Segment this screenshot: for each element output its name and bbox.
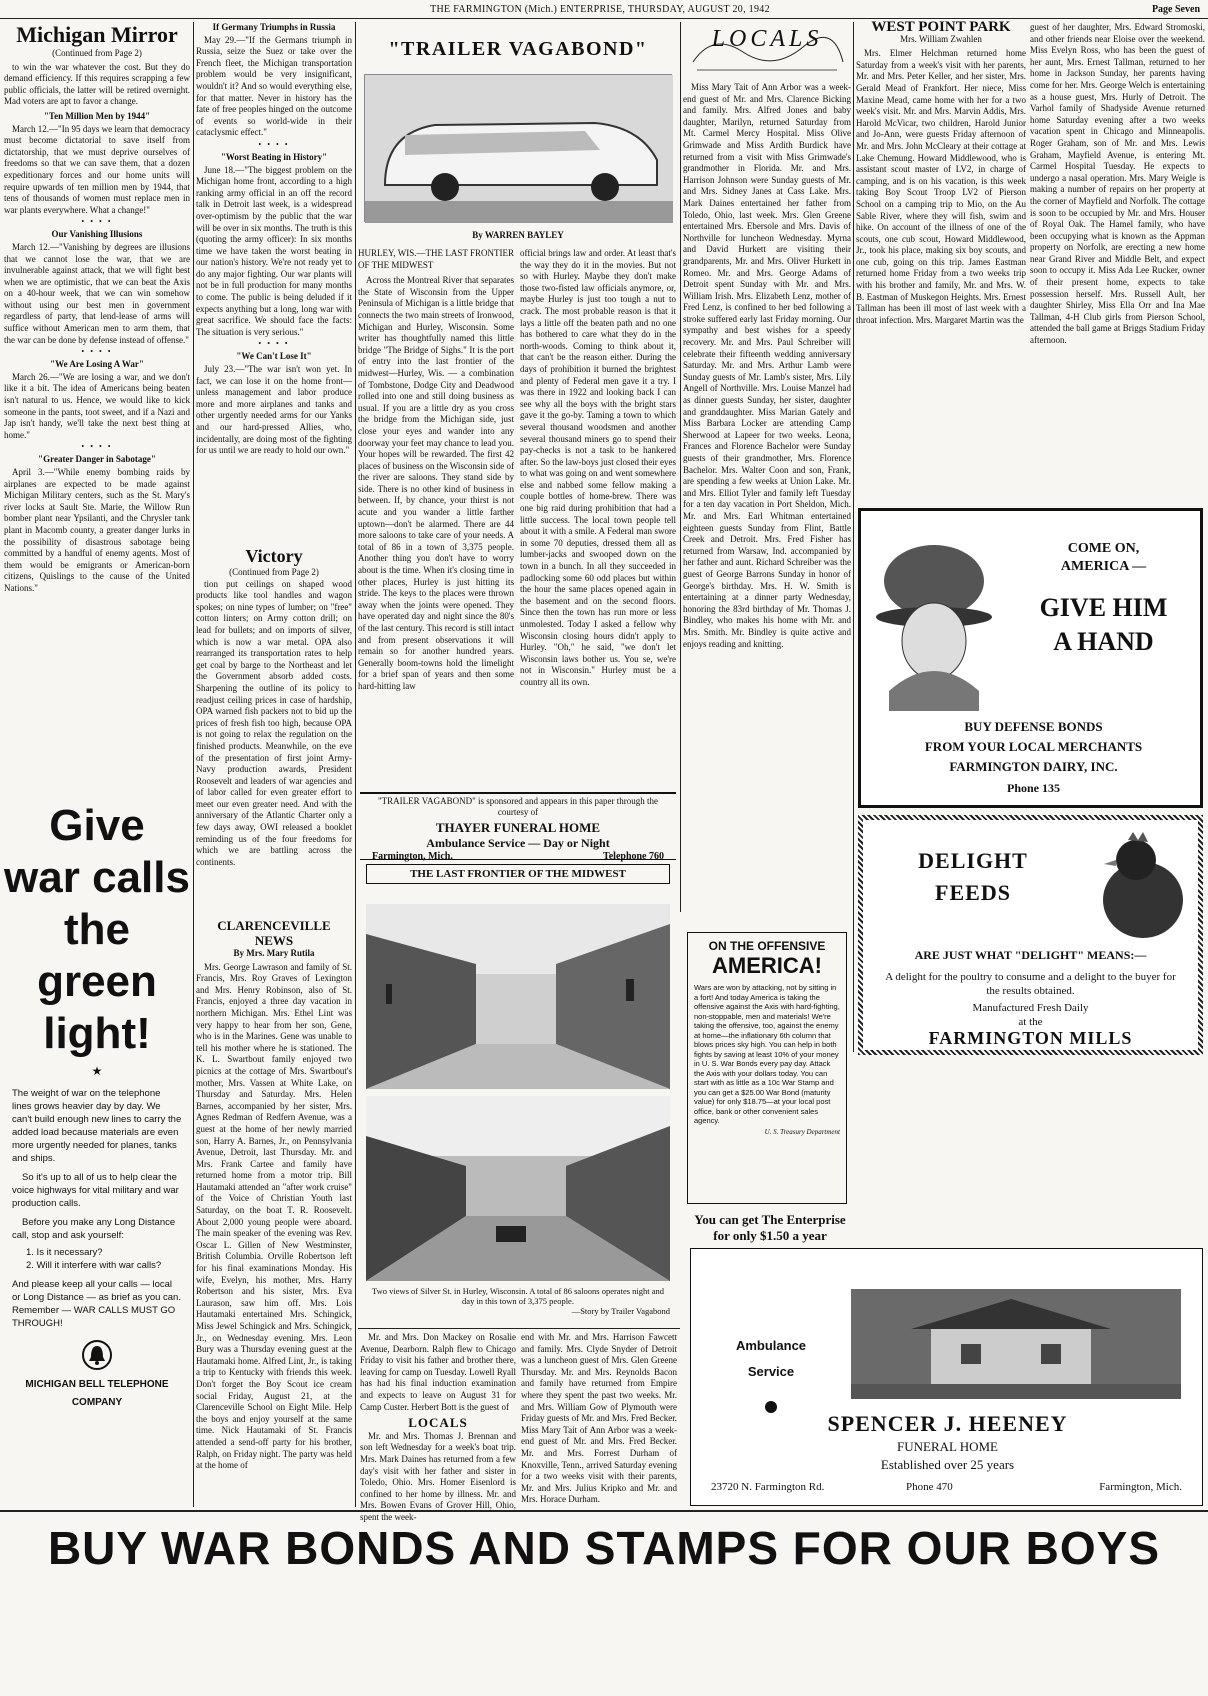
bell-company [4, 1376, 190, 1412]
bell-headline-line: the [64, 905, 130, 954]
bell-headline [4, 800, 190, 1060]
locals-column [683, 22, 851, 927]
dairy-line: AMERICA — [1060, 559, 1147, 574]
paragraph: Miss Mary Tait of Ann Arbor was a week-end guest of Mr. and Mrs. Clarence Bicking and family. Mrs. Alfred Jones and baby daughter, Marilyn, returned Saturday from Mt. Carmel Mercy Hospital. Miss Olive Grimwade and Miss Ardith Burdick have returned from a visit with Miss Grimwade's grandmother in Florida. Mr. and Mrs. Harrison Johnson were Sunday guests of Mr. and Mrs. Sidney Janes at Cass Lake. Mrs. Mark Daines entertained her father from Toledo, Ohio, last week. Mrs. Glen Greene entertained Mrs. Ebersole and Mrs. Davis of Northville for luncheon Wednesday. Myrna and David Hurkett are visiting their grandparents, Mr. and Mrs. Oliver Hurkett in Romeo. Mr. and Mrs. George Adams of Detroit spent Sunday with Mr. and Mrs. William Irish. Mrs. Elizabeth Lenz, mother of Fred Lenz, is confined to her bed following a stroke suffered early last Friday morning. Our sympathy and best wishes for a speedy recovery. Mr. and Mrs. Paul Schreiber will celebrate their fifteenth wedding anniversary Saturday. Mr. and Mrs. Arthur Lamb were Sunday guests of Mr. Lamb's sister, Mrs. Lily Angell of Northville. Mrs. Louise Manzel had as dinner guests Sunday, her sister, daughter and granddaughter. Miss Marian Gately and Miss Barbara Locker are attending Camp Sherwood at Lapeer for two weeks. Leona, Frances and Florence Bachelor were Sunday guests of their grandmother, Mrs. Florence Bachelor. Mrs. Walter Coon and son, Frank, are spending a few weeks at Union Lake. Mr. and Mrs. Elliot Tyler and family left Tuesday for a ten day vacation in Port Sheldon, Mich. Mr. and Mrs. Earl Whitman entertained eighteen guests Sunday from Flint, Battle Creek and Detroit. Mrs. Fred Fisher has returned from Warsaw, Ind. accompanied by her father and aunt. Richard Schreiber was the guest of George Barrons Sunday in honor of George's birthday. Mrs. H. W. Smith is entertaining at a dinner party Wednesday, honoring the 83rd birthday of Mr. Thomas J. Bindley, who makes his home with Mr. and Mrs. Smith. Mr. Bindley is quite active and enjoys reading and knitting. [683, 82, 851, 649]
delight-feeds-ad [858, 815, 1203, 1055]
byline: By WARREN BAYLEY [472, 230, 564, 240]
separator-stars: • • • • [81, 347, 113, 357]
mid-bottom-column-a [360, 1332, 516, 1522]
paragraph: to win the war whatever the cost. But they do demand efficiency. If this requires scrapping a few public officials, the latter will be retired overnight. Mad voters are apt to favor a change. [4, 61, 190, 107]
trailer-text-column-a [358, 248, 514, 788]
paragraph: July 23.—"The war isn't won yet. In fact, we can lose it on the home front—unless management and labor produce more and more airplanes and tanks and other urgently needed arms for our Yanks and our hard-pressed Allies, who, incidentally, are doing most of the fighting for us until we are ready to hold our own." [196, 364, 352, 456]
delight-line: ARE JUST WHAT "DELIGHT" MEANS:— [914, 948, 1147, 962]
continued-note: (Continued from Page 2) [229, 567, 319, 577]
frontier-title: THE LAST FRONTIER OF THE MIDWEST [366, 864, 670, 884]
michigan-mirror-article [4, 22, 190, 802]
paragraph: Mrs. Elmer Helchman returned home Saturday from a week's visit with her parents, Mr. and Mrs. Peter Keller, and her sister, Mrs. Gerald Mead of Frankfort. Her niece, Miss Maxine Mead, came home with her for a two week's visit. Mr. and Mrs. Marvin Addis, Mrs. Harold McVicar, two children, Harold Junior and Jo-Ann, were guests Friday afternoon of Mr. and Mrs. John McCleary at their cottage at Lake Chemung. Howard Middlewood, who is assistant scout master of LV2, in charge of camping, and is on his vacation, is this week taking Boy Scout Troop LV2 of Pierson School on a camping trip to Mio, on the Au Sable River, where they will fish, swim and hike. On account of the illness of one of the scouts, one cub scout, Howard Middlewood, Jr., took his place, making six boy scouts, and one cub, going on this trip. James Eastman returned home Friday from a two weeks trip with his brother and family, Mr. and Mrs. W. B. Eastman of Muskegon Heights. Mrs. Ernest Tallman has been ill most of last week with a throat infection. Mrs. Margaret Martin was the [856, 48, 1026, 325]
bell-body [4, 1087, 190, 1330]
paragraph: end with Mr. and Mrs. Harrison Fawcett and family. Mrs. Clyde Snyder of Detroit was a luncheon guest of Mrs. Glen Greene Thursday. Mr. and Mrs. Reynolds Bacon and family have returned from Empire where they spent the past two weeks. Mr. and Mrs. William Gow of Plymouth were Friday guests of Mr. and Mrs. Fred Becker. Miss Mary Tait of Ann Arbor was a week-end guest of Mr. and Mrs. Fred Becker. Mr. and Mrs. Forrest Durham of Knoxville, Tenn., arrived Saturday evening for a two weeks visit with their parents, Mr. and Mrs. Julius Kripko and Mr. and Mrs. Horace Durham. [521, 1332, 677, 1505]
war-bonds-banner: BUY WAR BONDS AND STAMPS FOR OUR BOYS [47, 1522, 1161, 1574]
photo-caption [366, 1286, 670, 1316]
delight-line: FARMINGTON MILLS [928, 1028, 1133, 1048]
victory-article [196, 545, 352, 915]
subhead: "Greater Danger in Sabotage" [38, 454, 156, 465]
delight-line: Manufactured Fresh Daily [972, 1002, 1089, 1014]
photo-caption-byline: —Story by Trailer Vagabond [571, 1306, 670, 1316]
subscription-note: You can get The Enterprise for only $1.50 a year [694, 1212, 846, 1243]
paragraph: Across the Montreal River that separates the State of Wisconsin from the Upper Peninsula of Michigan is a little bridge that connects the two main streets of Ironwood, Michigan and Hurley, Wisconsin. Some writer has thoughtfully named this little bridge "The Bridge of Sighs." It is the port of entry into the last frontier of the midwest—Hurley, Wis. — a combination of Tombstone, Dodge City and Deadwood rolled into one and still doing business as usual. If you are a little dry as you cross the bridge from the Michigan side, just close your eyes and wander into any doorway your feet may chance to lead you. Your hopes will be rewarded. The first 42 places of business on the Wisconsin side of the river are saloons. They stand side by side. There is no other kind of business in between. If, by chance, your thirst is not acute and you wander a little farther uptown—don't be alarmed. There are 44 more saloons to take care of your needs. A total of 86 in a town of 3,375 people. Another thing you don't have to worry about is the time. When it's closing time in other places, Hurley is just hitting its stride. The keys to the places were thrown away when the joints were opened. They have operated day and night since the 80's of the last century. This record is still intact and from present observations it will remain so for another hundred years. Generally boom-towns hold the limelight for a brief span of years and then some hard-hitting law [358, 275, 514, 691]
michigan-bell-ad [4, 800, 190, 1500]
spencer-name: SPENCER J. HEENEY [827, 1411, 1068, 1436]
mirror-continued [196, 22, 352, 542]
ambulance-label [711, 1333, 831, 1385]
last-frontier-photos [360, 864, 676, 1324]
byline: By Mrs. Mary Rutila [233, 948, 315, 958]
dairy-line: COME ON, [1067, 541, 1140, 556]
bell-headline-line: green [37, 957, 157, 1006]
page-number: Page Seven [1151, 4, 1200, 15]
spencer-town: Farmington, Mich. [1099, 1481, 1182, 1493]
bell-logo-icon [82, 1340, 112, 1370]
spencer-phone: Phone 470 [906, 1481, 953, 1493]
spencer-sub: FUNERAL HOME [897, 1439, 998, 1454]
continued-note: (Continued from Page 2) [52, 48, 142, 58]
paragraph: Mrs. George Lawrason and family of St. Francis, Mrs. Roy Graves of Lexington and Mrs. Henry Robinson, also of St. Francis, enjoyed a three day vacation in northern Michigan. Mrs. Ethel Lint was very happy to hear from her son, Gene, who is in the Marines. Gene was unable to tell his mother where he is stationed. The K. L. Swartbout family enjoyed two picnics at the cottage of Mrs. Swartbout's mother, Mrs. Vassen at White Lake, on Thursday and Saturday. Mrs. Helen Barnes, accompanied by her sister, Mrs. Agnes Redman of Redfern Avenue, was a guest at the home of her newly married son, Harry A. Barnes, Jr., on Pennsylvania Avenue, Detroit, last Thursday. Mr. and Mrs. Frank Cartee and family have returned home from a motor trip. Bill Hautamaki attended an "after work cruise" of the Voice of Christian Youth last Saturday, on the boat T. R. Roosevelt. About 2,000 young people were aboard. The main speaker of the evening was Rev. Oscar L. Gillen of New Westminster, British Columbia. Orville Robertson left for his final examinations Monday. His wife, Evelyn, his mother, Mrs. Harry Robertson and his sister, Mrs. Eva Laurason, saw him off. Mrs. Lois Hautamaki entertained Mrs. Schingick, Miss Jewel Schingick and Mrs. Schingick, Jr., on Wednesday evening. Mrs. Leon Bury was a Thursday evening guest at the Hautamaki home. Alfred Lint, Jr., is taking a trip to Kentucky with friends this week. Don't forget the Boy Scout ice cream social Friday, August 21, at the Clarenceville School on Eight Mile. Help the boys and enjoy yourself at the same time. Nick Hautamaki of St. Francis attended a send-off party for his brother, Ralph, on Friday night. The party was held at the home of [196, 961, 352, 1471]
dairy-line: BUY DEFENSE BONDS [964, 719, 1103, 734]
offensive-line2: AMERICA! [712, 953, 822, 978]
locals-headline: LOCALS [711, 26, 823, 52]
separator-stars: • • • • [81, 442, 113, 452]
thayer-phone: Telephone 760 [602, 851, 664, 862]
subhead: "We Are Losing A War" [50, 359, 144, 370]
dairy-line: FROM YOUR LOCAL MERCHANTS [924, 739, 1143, 754]
byline: Mrs. William Zwahlen [900, 33, 982, 44]
bell-paragraph: Before you make any Long Distance call, stop and ask yourself: [12, 1217, 176, 1241]
delight-line: at the [1018, 1016, 1043, 1028]
spencer-established: Established over 25 years [880, 1457, 1015, 1472]
subhead: Our Vanishing Illusions [51, 229, 143, 240]
subhead: "Worst Beating in History" [220, 151, 328, 162]
trailer-text-column-b [520, 248, 676, 788]
bell-headline-line: war calls [4, 853, 190, 902]
clarenceville-headline: CLARENCEVILLE NEWS [217, 918, 331, 948]
street-photo-top [366, 904, 670, 1089]
spencer-heeney-ad [690, 1248, 1203, 1506]
offensive-line1: ON THE OFFENSIVE [708, 939, 826, 953]
trailer-vagabond-headline: "TRAILER VAGABOND" [388, 38, 648, 60]
clarenceville-news [196, 918, 352, 1508]
masthead-title: THE FARMINGTON (Mich.) ENTERPRISE, THURSDAY, AUGUST 20, 1942 [430, 4, 770, 15]
paragraph: March 26.—"We are losing a war, and we don't like it a bit. The idea of Americans being beaten isn't natural to us. Hence, we would like to kick someone in the pants, toot sweet, and if a Nazi and Jap isn't handy, we'll take the next best thing at home." [4, 371, 190, 440]
bell-company-line: MICHIGAN BELL TELEPHONE [25, 1379, 169, 1390]
bell-question: 1. Is it necessary? [26, 1247, 103, 1258]
masthead [0, 0, 1208, 18]
bell-question: 2. Will it interfere with war calls? [26, 1260, 162, 1271]
delight-line: FEEDS [935, 880, 1011, 905]
separator-stars: • • • • [258, 139, 290, 149]
paragraph: Mr. and Mrs. Thomas J. Brennan and son left Wednesday for a week's boat trip. Mrs. Mark Daines has returned from a few day's visit with her father and sister in Toledo, Ohio. Mrs. Homer Eisenlord is confined to her home by illness. Mr. and Mrs. Bowen Evans of Grover Hill, Ohio, spent the week- [360, 1430, 516, 1522]
thayer-name: THAYER FUNERAL HOME [435, 820, 601, 835]
subhead: "We Can't Lose It" [236, 351, 312, 362]
paragraph: March 12.—"In 95 days we learn that democracy must become dictatorial to save itself from dictatorship, that we must deprive ourselves of freedoms so that we can save them, that a dozen expeditionary forces and our home units will require upwards of ten million men by 1944, that tens of thousands of women must replace men in war plants everywhere. What a change!" [4, 123, 190, 215]
locals-headline: LOCALS [408, 1415, 468, 1431]
hen-illustration [1088, 830, 1188, 940]
trailer-photo [364, 74, 672, 222]
west-point-park-headline: WEST POINT PARK [871, 19, 1011, 35]
paragraph: tion put ceilings on shaped wood products like tool handles and wagon spokes; on nine types of lumber; on "free" cotton linters; on Army cotton drill; on lead for bullets; and on imports of silver, which is now a war metal. OPA also rearranged its transportation rates to help get coal by barge to the Northeast and let the Government absorb added costs. Sharpening the outline of its policy to readjust ceiling prices in case of hardship, OPA warned fish packers not to bid up the prices of fresh fish too high, because OPA is not going to relax the regulation on the finished products. Meanwhile, on the eve of the presentation of first joint Army-Navy production awards, President Roosevelt and leaders of war agencies and of labor called for even greater effort to meet our even greater need. And with the anniversary of the Atlantic Charter only a few days away, OWI released a booklet reminding us of the four freedoms for which we are battling across the continents. [196, 578, 352, 867]
victory-headline: Victory [245, 546, 303, 566]
subhead: If Germany Triumphs in Russia [212, 22, 336, 32]
dairy-line: A HAND [1053, 627, 1154, 656]
on-the-offensive-ad [687, 932, 847, 1204]
paragraph: official brings law and order. At least that's the way they do it in the movies. But not so with Hurley. Maybe they don't make those two-fisted law officials anymore, or, maybe Hurley is just too tough a nut to crack. The most probable reason is that it lays a little off the beaten path and no one has bothered to care what they do in the north-woods. Coming to think about it, that can't be the reason either. During the days of prohibition it burned the brightest and plenty of Federal men gave it a try. I was there in 1922 and looking back I can see why all the boys with the bright stars gave it the go-by. Taming a town to which several thousand woodsmen and another several thousand miners go to spend their pay-checks is not a task to be hankered after. So the law-boys just closed their eyes to what was going on and went somewhere else and nabbed some fellow making a couple bottles of home-brew. There was one big raid during prohibition that had a little success. The local town people tell about it with a smile. A Federal man swore in some 70 deputies, dressed them all as lumber-jacks and swooped down on the town in a bunch. In all they succeeded in padlocking some 60 odd places but within the hour the same places opened again in the basement and on the second floors. Since then the town has run more or less unmolested. Today I asked a fellow why Wisconsin closing hours didn't apply to Hurley. "Oh," he said, "we don't let Wisconsin laws bother us. You se, we're not in Wisconsin." Hurley must be a country all its own. [520, 248, 676, 687]
thayer-sponsor [360, 792, 676, 860]
west-point-park-column [856, 19, 1026, 502]
paragraph: April 3.—"While enemy bombing raids by airplanes are expected to be made against Michigan Military centers, such as the St. Mary's river locks at Sault Ste. Marie, the Willow Run bomber plant near Ypsilanti, and the Chrysler tank plant in Macomb county, a greater danger lurks in the possibility of disastrous sabotage being committed by a handful of enemy agents. Most of them would be emigrants or American-born citizens, Quislings to the cause of the United Nations." [4, 467, 190, 593]
paragraph: May 29.—"If the Germans triumph in Russia, seize the Suez or take over the French fleet, the Michigan transportation problem would be very insignificant, wouldn't it? And so would everything else, for that matter. Never in history has the fate of free peoples hinged on the outcome of events so world-wide in their cataclysmic effect." [196, 34, 352, 138]
trailer-vagabond-feature [358, 22, 678, 787]
subhead: "Ten Million Men by 1944" [43, 110, 151, 121]
mid-bottom-column-b [521, 1332, 677, 1507]
thayer-service: Ambulance Service — Day or Night [426, 836, 610, 850]
dairy-line: Phone 135 [1006, 781, 1060, 795]
delight-line: DELIGHT [918, 848, 1028, 873]
thayer-town: Farmington, Mich. [372, 851, 453, 862]
star-icon: ★ [91, 1064, 103, 1078]
bell-paragraph: So it's up to all of us to help clear the voice highways for vital military and war production calls. [12, 1172, 179, 1209]
bell-headline-line: light! [43, 1009, 151, 1058]
soldier-illustration [869, 531, 999, 711]
bell-paragraph: And please keep all your calls — local or Long Distance — as brief as you can. Remember — WAR CALLS MUST GO THROUGH! [12, 1279, 181, 1329]
photo-caption-text: Two views of Silver St. in Hurley, Wisconsin. A total of 86 saloons operates night and day in this town of 3,375 people. [371, 1286, 665, 1306]
offensive-dept: U. S. Treasury Department [764, 1127, 840, 1136]
bell-headline-line: Give [49, 801, 145, 850]
dairy-line: FARMINGTON DAIRY, INC. [949, 759, 1118, 774]
farmington-dairy-ad [858, 508, 1203, 808]
paragraph: Mr. and Mrs. Don Mackey on Rosalie Avenue, Dearborn. Ralph flew to Chicago Friday to visit his father and brother there, leaving for camp on Tuesday. Lowell Ryall has had his final induction examination and expects to leave on August 31 for Camp Custer. Herbert Bott is the guest of [360, 1332, 516, 1412]
trailer-subhead: HURLEY, WIS.—THE LAST FRONTIER OF THE MIDWEST [358, 248, 514, 270]
bell-paragraph: The weight of war on the telephone lines grows heavier day by day. We can't build enough new lines to carry the added load because materials are even more urgently needed for planes, tanks and ships. [12, 1088, 182, 1164]
separator-stars: • • • • [81, 217, 113, 227]
spencer-address: 23720 N. Farmington Rd. [711, 1481, 825, 1493]
dairy-line: GIVE HIM [1039, 593, 1168, 622]
funeral-home-photo [851, 1289, 1181, 1399]
offensive-body: Wars are won by attacking, not by sitting in a fort! And today America is taking the offensive against the Axis with hard-fighting, non-stoppable, men and materials! We're taking the offensive, too, against the enemy at home—the inflationary 6th column that blows prices sky high. You can help in both fights by saving at least 10% of your money in U. S. War Bonds every pay day. Attack the Axis with your dollars today. You can start with as little as a 10c War Stamp and you can get a $25.00 War Bond (maturity value) for only $18.75—at your local post office, bank or other convenient sales agency. [694, 983, 840, 1125]
michigan-mirror-headline: Michigan Mirror [16, 22, 178, 47]
paragraph: June 18.—"The biggest problem on the Michigan home front, according to a high ranking army official in an off the record talk in Detroit last week, is a widespread over-optimism by the public that the war will be over in six months. The truth is this (quoting the army officer): In six months time we have taken the worst beating in our nation's history. We're not ready yet to do any major fighting. Our war plants will not be in full production for many months to come. The public is being deluded if it expects anything but a long, long war with great sacrifice. We should face the facts: The situation is very serious." [196, 164, 352, 337]
locals-masthead [683, 22, 851, 82]
ambulance-label-line: Ambulance [735, 1338, 807, 1353]
separator-stars: • • • • [258, 339, 290, 349]
bell-company-line: COMPANY [71, 1397, 123, 1408]
right-column [1030, 22, 1205, 502]
ambulance-label-line: Service [747, 1364, 795, 1379]
delight-line: A delight for the poultry to consume and a delight to the buyer for the results obtained. [885, 971, 1176, 997]
paragraph: March 12.—"Vanishing by degrees are illusions that we cannot lose the war, that we are invulnerable against attack, that we will fight best when we are optimistic, that we can beat the Axis on a 40-hour week, that we can win somehow without using our best men in government regardless of party, that lend-lease of arms will suffice without American men to arm them, that the war can be done by defense instead of offense." [4, 241, 190, 345]
sponsor-note: "TRAILER VAGABOND" is sponsored and appears in this paper through the courtesy of [378, 796, 658, 817]
street-photo-bottom [366, 1096, 670, 1281]
paragraph: guest of her daughter, Mrs. Edward Stromoski, and other friends near Eloise over the weekend. Miss Evelyn Ross, who has been the guest of her aunt, Mrs. Ernest Tallman, returned to her home in Jackson Sunday, her parents having come for her. Mrs. George Welch is entertaining as a house guest, Mrs. Hurly of Detroit. The Varhol family of Shadyside Avenue returned home Saturday evening after a two weeks vacation spent in Chicago and Minneapolis. Roger Graham, son of Mr. and Mrs. Lewis Graham, Mayfield Avenue, is entering Mt. Carmel Hospital Tuesday. He expects to undergo a nasal operation. Mrs. Mary Weigle is making a number of repairs on her property at the corner of Mayfield and Norfolk. The cottage is soon to be occupied by Mr. and Mrs. Houser of Royal Oak. The Hamel family, who have been occupying what is known as the Appman property on Norfolk, are erecting a new home near Grand River and Middle Belt, and expect soon to occupy it. Miss Ada Lee Rucker, owner of their present home, expects to take possession herself. Mrs. Russell Ault, her daughter Shirley, Miss Ella Orr and Ina Mae Tallman, 4-H Club girls from Pierson School, attended the ball game at Briggs Stadium Friday afternoon. [1030, 22, 1205, 346]
